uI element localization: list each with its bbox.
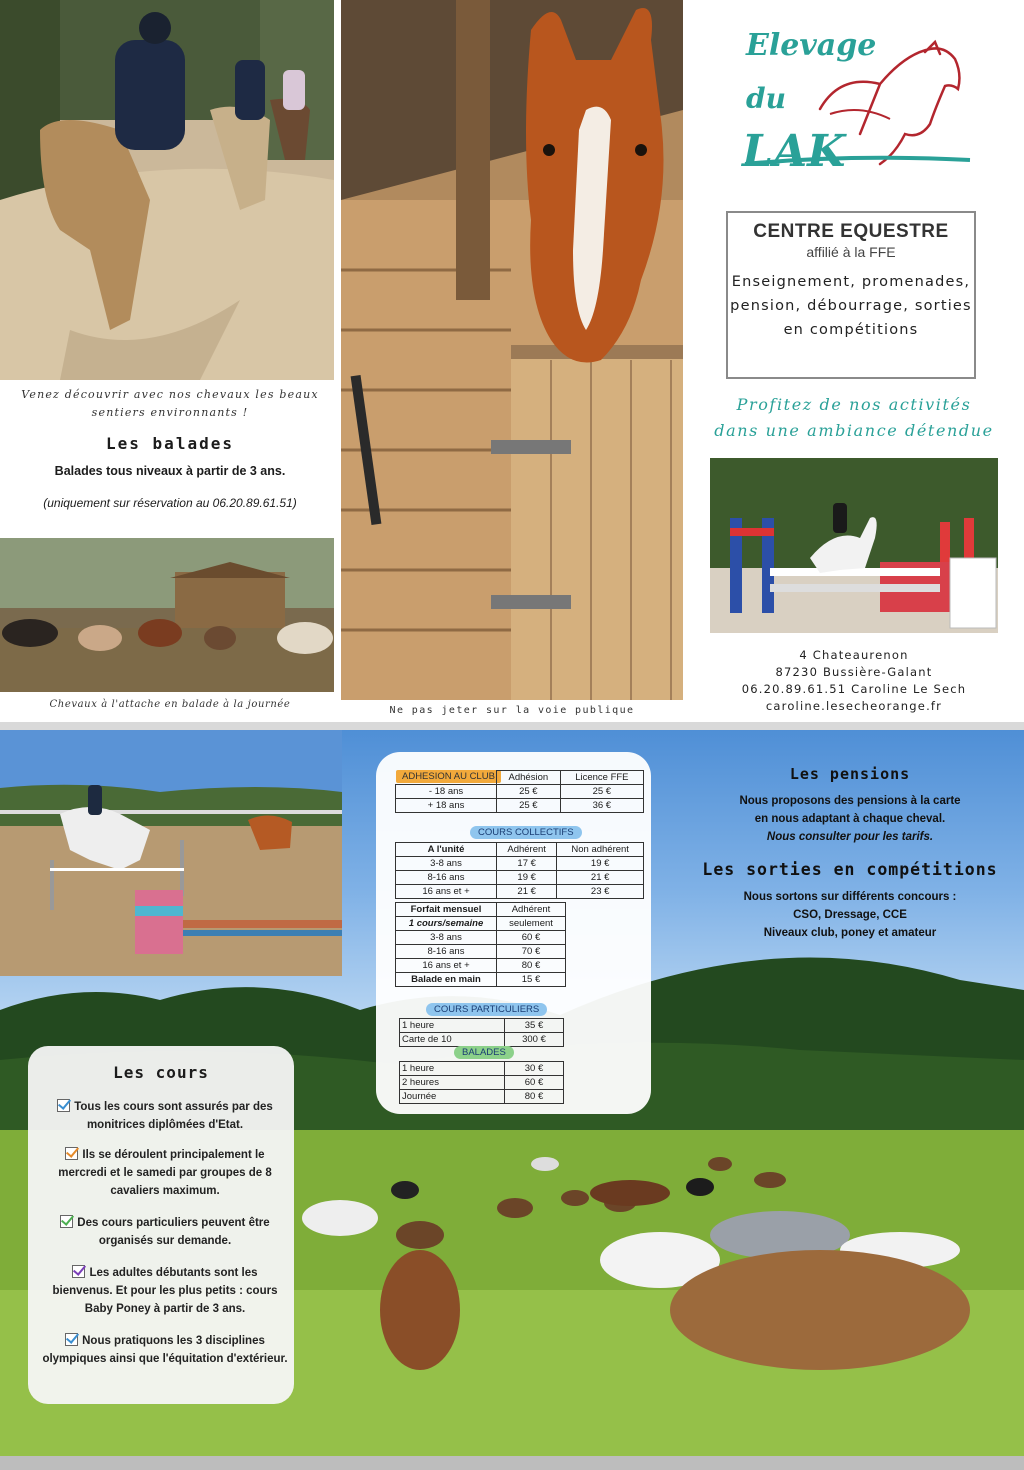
checkbox-icon [57, 1099, 70, 1112]
cours-item [42, 1332, 288, 1368]
cell: 3-8 ans [396, 931, 497, 945]
cell: Balade en main [396, 973, 497, 987]
checkbox-icon [65, 1333, 78, 1346]
logo-line-2: du [746, 82, 786, 115]
label-collectifs: COURS COLLECTIFS [470, 826, 582, 839]
header-non-adherent: Non adhérent [557, 843, 644, 857]
table-balades [399, 1061, 564, 1104]
cell: 16 ans et + [396, 885, 497, 899]
pensions-line-1: Nous proposons des pensions à la carte [739, 795, 961, 807]
phone: 06.20.89.61.51 Caroline Le Sech [741, 682, 967, 696]
cell: 17 € [497, 857, 557, 871]
tagline [706, 392, 1002, 444]
table-particuliers [399, 1018, 564, 1047]
intro-text: Venez découvrir avec nos chevaux les beaux sentiers environnants ! [21, 388, 319, 419]
table-row [396, 785, 644, 799]
balades-heading: Les balades [106, 434, 234, 453]
caption-disposal: Ne pas jeter sur la voie publique [389, 705, 635, 716]
balades-text: Balades tous niveaux à partir de 3 ans. [54, 464, 286, 478]
cell: 60 € [505, 1076, 564, 1090]
tagline-line-2: dans une ambiance détendue [714, 421, 994, 440]
cell: 21 € [497, 885, 557, 899]
pensions-title: Les pensions [789, 765, 911, 783]
cours-card [28, 1046, 294, 1404]
table-row [396, 799, 644, 813]
table-row [396, 857, 644, 871]
cell: + 18 ans [396, 799, 497, 813]
cell: 19 € [497, 871, 557, 885]
cell: 80 € [497, 959, 566, 973]
pensions-line-2: en nous adaptant à chaque cheval. [754, 813, 946, 825]
cell: 25 € [497, 785, 561, 799]
table-row [400, 1076, 564, 1090]
cell: Journée [400, 1090, 505, 1104]
cell: 300 € [505, 1033, 564, 1047]
cell: 2 heures [400, 1076, 505, 1090]
cell: 1 heure [400, 1019, 505, 1033]
sorties-line-3: Niveaux club, poney et amateur [763, 927, 937, 939]
cours-item-text: Tous les cours sont assurés par des monitrices diplômées d'Etat. [74, 1101, 273, 1131]
table-row [396, 917, 566, 931]
cell: 21 € [557, 871, 644, 885]
cell: 25 € [560, 785, 643, 799]
table-row [400, 1019, 564, 1033]
tagline-line-1: Profitez de nos activités [736, 395, 972, 414]
cours-item [42, 1264, 288, 1318]
sorties-line-2: CSO, Dressage, CCE [793, 909, 907, 921]
fold-divider [0, 722, 1024, 730]
tarifs-card [376, 752, 651, 1114]
table-row [396, 843, 644, 857]
pensions-section [700, 765, 1000, 942]
table-adhesion [395, 770, 644, 813]
centre-title: CENTRE EQUESTRE [753, 221, 949, 242]
address-line-1: 4 Chateaurenon [799, 648, 909, 662]
header-unite: A l'unité [396, 843, 497, 857]
table-forfait [395, 902, 566, 987]
centre-subtitle: affilié à la FFE [806, 244, 896, 260]
cell: 1 heure [400, 1062, 505, 1076]
cell: 3-8 ans [396, 857, 497, 871]
cell: 8-16 ans [396, 871, 497, 885]
table-row [396, 973, 566, 987]
cours-item [42, 1146, 288, 1200]
cell: - 18 ans [396, 785, 497, 799]
checkbox-icon [72, 1265, 85, 1278]
centre-description: Enseignement, promenades, pension, débourrage, sorties en compétitions [730, 274, 972, 338]
table-row [396, 945, 566, 959]
cell: 80 € [505, 1090, 564, 1104]
header-adherent: Adhérent [497, 843, 557, 857]
table-row [396, 903, 566, 917]
cell: 60 € [497, 931, 566, 945]
table-row [400, 1033, 564, 1047]
website: caroline.lesecheorange.fr [765, 699, 943, 713]
checkbox-icon [60, 1215, 73, 1228]
logo-line-3: LAK [742, 126, 846, 177]
cell: 15 € [497, 973, 566, 987]
cell: 70 € [497, 945, 566, 959]
cours-item-text: Des cours particuliers peuvent être organisés sur demande. [77, 1217, 270, 1247]
label-particuliers: COURS PARTICULIERS [426, 1003, 547, 1016]
cell: 23 € [557, 885, 644, 899]
cours-item-text: Les adultes débutants sont les bienvenus. Et pour les plus petits : cours Baby Poney à partir de 3 ans. [52, 1267, 278, 1315]
cell: 35 € [505, 1019, 564, 1033]
forfait-col-1: Adhérent [497, 903, 566, 917]
sorties-section [700, 860, 1000, 942]
cours-item [42, 1098, 288, 1134]
cell: 25 € [497, 799, 561, 813]
photo-kids-ponies [0, 0, 334, 380]
header-adhesion: Adhésion [497, 771, 561, 785]
table-row [400, 1062, 564, 1076]
empty-cell [396, 771, 497, 785]
cell: 8-16 ans [396, 945, 497, 959]
centre-equestre-box [726, 211, 976, 379]
forfait-header-1: Forfait mensuel [396, 903, 497, 917]
cours-item-text: Ils se déroulent principalement le mercredi et le samedi par groupes de 8 cavaliers maximum. [58, 1149, 272, 1197]
photo-horse-stable [341, 0, 683, 700]
cell: 30 € [505, 1062, 564, 1076]
table-collectifs [395, 842, 644, 899]
table-row [396, 959, 566, 973]
label-balades: BALADES [454, 1046, 514, 1059]
cell: Carte de 10 [400, 1033, 505, 1047]
pensions-line-3: Nous consulter pour les tarifs. [766, 831, 934, 843]
cours-title: Les cours [113, 1063, 209, 1082]
table-row [396, 771, 644, 785]
cell: 16 ans et + [396, 959, 497, 973]
table-row [396, 931, 566, 945]
photo-arena [0, 730, 342, 976]
cours-item [42, 1214, 288, 1250]
checkbox-icon [65, 1147, 78, 1160]
logo-line-1: Elevage [746, 28, 877, 63]
photo-show-jumping [710, 458, 998, 633]
label-adhesion: ADHESION AU CLUB [396, 770, 501, 783]
caption-horses-tied: Chevaux à l'attache en balade à la journée [49, 699, 291, 710]
forfait-header-2: 1 cours/semaine [396, 917, 497, 931]
cours-item-text: Nous pratiquons les 3 disciplines olympiques ainsi que l'équitation d'extérieur. [42, 1335, 288, 1365]
table-row [396, 885, 644, 899]
bottom-edge [0, 1456, 1024, 1470]
photo-horses-tied [0, 538, 334, 692]
logo [730, 14, 980, 194]
table-row [400, 1090, 564, 1104]
sorties-title: Les sorties en compétitions [702, 860, 998, 879]
cell: 36 € [560, 799, 643, 813]
header-licence: Licence FFE [560, 771, 643, 785]
address-line-2: 87230 Bussière-Galant [775, 665, 933, 679]
forfait-col-2: seulement [497, 917, 566, 931]
sorties-line-1: Nous sortons sur différents concours : [743, 891, 957, 903]
reservation-text: (uniquement sur réservation au 06.20.89.61.51) [43, 496, 297, 510]
table-row [396, 871, 644, 885]
contact-block [706, 647, 1002, 715]
cell: 19 € [557, 857, 644, 871]
